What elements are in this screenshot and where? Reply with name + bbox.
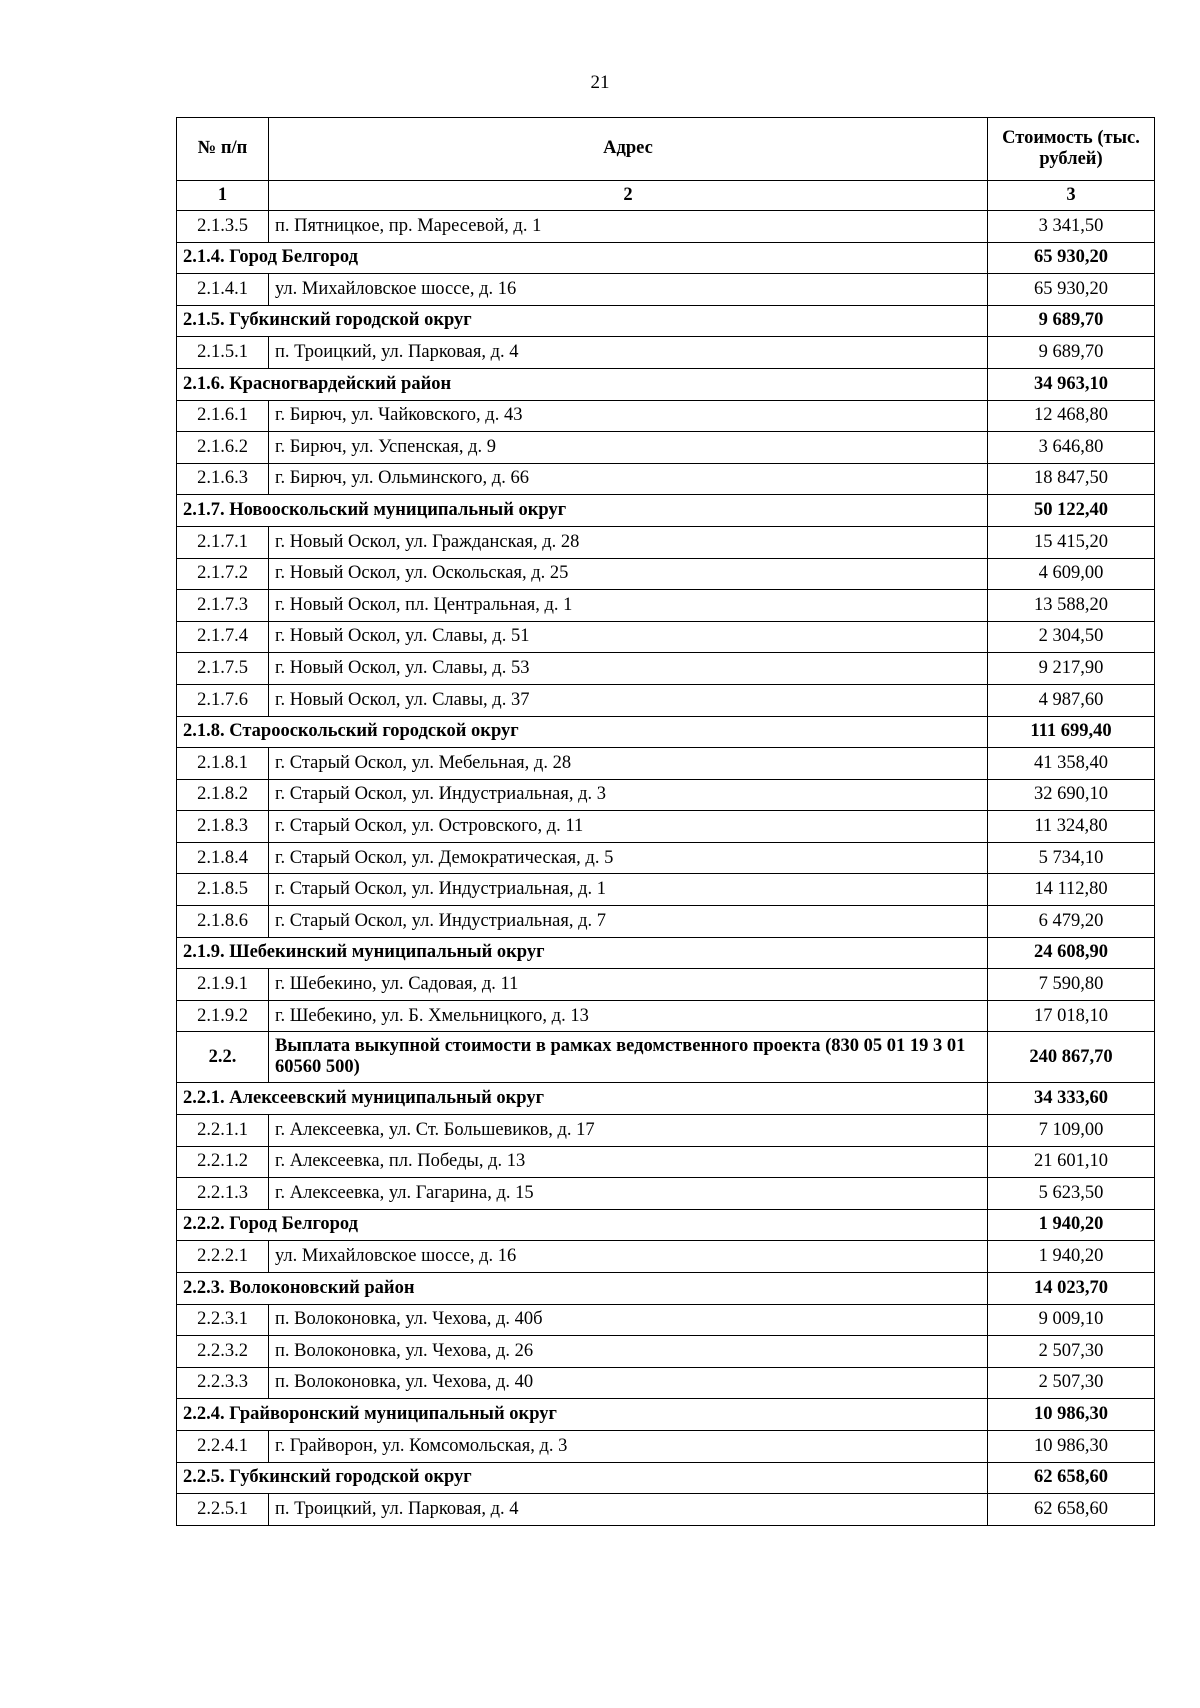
table-row [177, 1146, 1155, 1178]
group-row [177, 495, 1155, 527]
table-row [177, 906, 1155, 938]
row-cost: 9 217,90 [988, 653, 1155, 685]
group-cost: 34 333,60 [988, 1083, 1155, 1115]
table-row [177, 526, 1155, 558]
row-address: п. Волоконовка, ул. Чехова, д. 26 [269, 1336, 988, 1368]
table-row [177, 779, 1155, 811]
group-cost: 34 963,10 [988, 368, 1155, 400]
row-address: Выплата выкупной стоимости в рамках ведомственного проекта (830 05 01 19 3 01 60560 500) [269, 1032, 988, 1083]
table-row [177, 432, 1155, 464]
row-number: 2.1.9.1 [177, 969, 269, 1001]
group-title: 2.2.1. Алексеевский муниципальный округ [177, 1083, 988, 1115]
group-row [177, 305, 1155, 337]
row-cost: 62 658,60 [988, 1494, 1155, 1526]
row-number: 2.2.5.1 [177, 1494, 269, 1526]
row-address: г. Старый Оскол, ул. Индустриальная, д. 1 [269, 874, 988, 906]
section-row [177, 1032, 1155, 1083]
row-address: п. Троицкий, ул. Парковая, д. 4 [269, 1494, 988, 1526]
table-header-row [177, 118, 1155, 181]
group-title: 2.2.4. Грайворонский муниципальный округ [177, 1399, 988, 1431]
row-number: 2.1.6.3 [177, 463, 269, 495]
row-cost: 18 847,50 [988, 463, 1155, 495]
row-number: 2.1.9.2 [177, 1000, 269, 1032]
row-number: 2.1.7.3 [177, 590, 269, 622]
table-row [177, 969, 1155, 1001]
table-index-row [177, 181, 1155, 211]
row-number: 2.2.1.1 [177, 1115, 269, 1147]
page-number: 21 [590, 72, 610, 93]
row-cost: 4 609,00 [988, 558, 1155, 590]
row-cost: 240 867,70 [988, 1032, 1155, 1083]
row-cost: 9 009,10 [988, 1304, 1155, 1336]
table-row [177, 811, 1155, 843]
table-row [177, 1336, 1155, 1368]
row-number: 2.1.3.5 [177, 211, 269, 243]
group-row [177, 1462, 1155, 1494]
table-row [177, 1494, 1155, 1526]
group-cost: 24 608,90 [988, 937, 1155, 969]
row-address: г. Бирюч, ул. Чайковского, д. 43 [269, 400, 988, 432]
row-cost: 2 507,30 [988, 1367, 1155, 1399]
row-cost: 10 986,30 [988, 1430, 1155, 1462]
index-col-2: 2 [269, 181, 988, 211]
table-row [177, 1241, 1155, 1273]
row-cost: 9 689,70 [988, 337, 1155, 369]
group-title: 2.1.8. Старооскольский городской округ [177, 716, 988, 748]
table-row [177, 1304, 1155, 1336]
table-row [177, 1367, 1155, 1399]
row-address: г. Старый Оскол, ул. Демократическая, д. 5 [269, 842, 988, 874]
row-number: 2.1.7.5 [177, 653, 269, 685]
row-address: г. Старый Оскол, ул. Индустриальная, д. 7 [269, 906, 988, 938]
table-row [177, 653, 1155, 685]
header-cost: Стоимость (тыс. рублей) [988, 118, 1155, 181]
row-address: г. Новый Оскол, ул. Славы, д. 51 [269, 621, 988, 653]
row-cost: 32 690,10 [988, 779, 1155, 811]
row-address: г. Старый Оскол, ул. Мебельная, д. 28 [269, 748, 988, 780]
row-number: 2.2.3.2 [177, 1336, 269, 1368]
row-number: 2.1.8.5 [177, 874, 269, 906]
row-address: г. Новый Оскол, ул. Славы, д. 53 [269, 653, 988, 685]
group-title: 2.2.3. Волоконовский район [177, 1273, 988, 1305]
row-number: 2.2.2.1 [177, 1241, 269, 1273]
group-title: 2.2.2. Город Белгород [177, 1209, 988, 1241]
row-address: г. Шебекино, ул. Б. Хмельницкого, д. 13 [269, 1000, 988, 1032]
row-cost: 6 479,20 [988, 906, 1155, 938]
row-cost: 12 468,80 [988, 400, 1155, 432]
row-address: п. Волоконовка, ул. Чехова, д. 40б [269, 1304, 988, 1336]
group-title: 2.2.5. Губкинский городской округ [177, 1462, 988, 1494]
row-address: п. Троицкий, ул. Парковая, д. 4 [269, 337, 988, 369]
group-cost: 111 699,40 [988, 716, 1155, 748]
row-number: 2.1.8.6 [177, 906, 269, 938]
group-row [177, 1083, 1155, 1115]
row-address: ул. Михайловское шоссе, д. 16 [269, 1241, 988, 1273]
row-address: ул. Михайловское шоссе, д. 16 [269, 274, 988, 306]
table-row [177, 1430, 1155, 1462]
row-cost: 17 018,10 [988, 1000, 1155, 1032]
row-cost: 41 358,40 [988, 748, 1155, 780]
group-row [177, 937, 1155, 969]
row-cost: 15 415,20 [988, 526, 1155, 558]
row-address: п. Пятницкое, пр. Маресевой, д. 1 [269, 211, 988, 243]
group-row [177, 1399, 1155, 1431]
row-cost: 65 930,20 [988, 274, 1155, 306]
group-title: 2.1.6. Красногвардейский район [177, 368, 988, 400]
row-cost: 5 734,10 [988, 842, 1155, 874]
row-number: 2.1.8.4 [177, 842, 269, 874]
group-cost: 50 122,40 [988, 495, 1155, 527]
group-row [177, 716, 1155, 748]
group-row [177, 242, 1155, 274]
table-row [177, 337, 1155, 369]
row-address: г. Новый Оскол, пл. Центральная, д. 1 [269, 590, 988, 622]
row-cost: 21 601,10 [988, 1146, 1155, 1178]
row-address: г. Алексеевка, ул. Ст. Большевиков, д. 17 [269, 1115, 988, 1147]
row-cost: 7 109,00 [988, 1115, 1155, 1147]
row-number: 2.1.6.2 [177, 432, 269, 464]
row-number: 2.2. [177, 1032, 269, 1083]
row-number: 2.1.7.6 [177, 684, 269, 716]
row-address: г. Алексеевка, ул. Гагарина, д. 15 [269, 1178, 988, 1210]
group-title: 2.1.4. Город Белгород [177, 242, 988, 274]
table-row [177, 558, 1155, 590]
row-number: 2.1.8.2 [177, 779, 269, 811]
group-cost: 62 658,60 [988, 1462, 1155, 1494]
group-row [177, 1273, 1155, 1305]
row-number: 2.2.3.3 [177, 1367, 269, 1399]
table-row [177, 748, 1155, 780]
group-title: 2.1.7. Новооскольский муниципальный округ [177, 495, 988, 527]
row-address: г. Новый Оскол, ул. Гражданская, д. 28 [269, 526, 988, 558]
row-address: г. Новый Оскол, ул. Славы, д. 37 [269, 684, 988, 716]
table-row [177, 463, 1155, 495]
group-cost: 1 940,20 [988, 1209, 1155, 1241]
index-col-3: 3 [988, 181, 1155, 211]
cost-table [176, 117, 1155, 1526]
row-address: г. Бирюч, ул. Успенская, д. 9 [269, 432, 988, 464]
row-number: 2.1.8.3 [177, 811, 269, 843]
table-row [177, 874, 1155, 906]
row-cost: 2 304,50 [988, 621, 1155, 653]
row-number: 2.1.6.1 [177, 400, 269, 432]
group-cost: 9 689,70 [988, 305, 1155, 337]
row-address: г. Старый Оскол, ул. Индустриальная, д. 3 [269, 779, 988, 811]
table-row [177, 400, 1155, 432]
group-title: 2.1.5. Губкинский городской округ [177, 305, 988, 337]
table-row [177, 274, 1155, 306]
table-row [177, 684, 1155, 716]
row-cost: 11 324,80 [988, 811, 1155, 843]
row-number: 2.2.1.2 [177, 1146, 269, 1178]
row-address: г. Шебекино, ул. Садовая, д. 11 [269, 969, 988, 1001]
row-address: г. Новый Оскол, ул. Оскольская, д. 25 [269, 558, 988, 590]
row-cost: 7 590,80 [988, 969, 1155, 1001]
row-number: 2.2.1.3 [177, 1178, 269, 1210]
group-row [177, 1209, 1155, 1241]
index-col-1: 1 [177, 181, 269, 211]
row-address: г. Грайворон, ул. Комсомольская, д. 3 [269, 1430, 988, 1462]
row-address: п. Волоконовка, ул. Чехова, д. 40 [269, 1367, 988, 1399]
row-number: 2.1.7.1 [177, 526, 269, 558]
row-cost: 1 940,20 [988, 1241, 1155, 1273]
row-cost: 3 646,80 [988, 432, 1155, 464]
group-title: 2.1.9. Шебекинский муниципальный округ [177, 937, 988, 969]
group-row [177, 368, 1155, 400]
table-row [177, 1178, 1155, 1210]
row-cost: 14 112,80 [988, 874, 1155, 906]
row-cost: 2 507,30 [988, 1336, 1155, 1368]
group-cost: 10 986,30 [988, 1399, 1155, 1431]
row-number: 2.2.4.1 [177, 1430, 269, 1462]
row-cost: 3 341,50 [988, 211, 1155, 243]
header-number: № п/п [177, 118, 269, 181]
row-number: 2.1.7.4 [177, 621, 269, 653]
table-row [177, 590, 1155, 622]
table-body [177, 211, 1155, 1526]
header-address: Адрес [269, 118, 988, 181]
row-address: г. Алексеевка, пл. Победы, д. 13 [269, 1146, 988, 1178]
row-number: 2.1.7.2 [177, 558, 269, 590]
table-row [177, 842, 1155, 874]
row-number: 2.2.3.1 [177, 1304, 269, 1336]
table-row [177, 211, 1155, 243]
group-cost: 14 023,70 [988, 1273, 1155, 1305]
row-cost: 4 987,60 [988, 684, 1155, 716]
table-row [177, 1115, 1155, 1147]
table-row [177, 1000, 1155, 1032]
row-address: г. Бирюч, ул. Ольминского, д. 66 [269, 463, 988, 495]
table-row [177, 621, 1155, 653]
row-number: 2.1.8.1 [177, 748, 269, 780]
group-cost: 65 930,20 [988, 242, 1155, 274]
row-cost: 5 623,50 [988, 1178, 1155, 1210]
row-number: 2.1.5.1 [177, 337, 269, 369]
row-number: 2.1.4.1 [177, 274, 269, 306]
row-address: г. Старый Оскол, ул. Островского, д. 11 [269, 811, 988, 843]
row-cost: 13 588,20 [988, 590, 1155, 622]
